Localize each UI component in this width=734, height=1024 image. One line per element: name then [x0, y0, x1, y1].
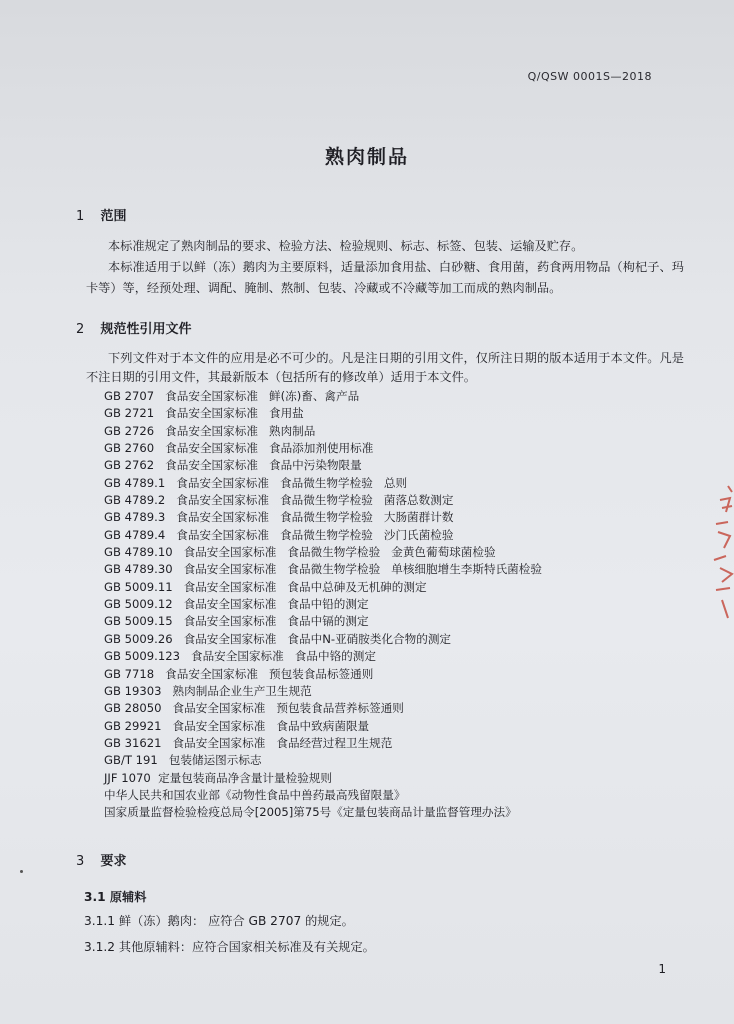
reference-item: GB 2760 食品安全国家标准 食品添加剂使用标准 [104, 441, 374, 456]
page-number: 1 [658, 962, 666, 976]
reference-item: GB 19303 熟肉制品企业生产卫生规范 [104, 683, 312, 698]
references-intro: 下列文件对于本文件的应用是必不可少的。凡是注日期的引用文件，仅所注日期的版本适用于本文件。凡是不注日期的引用文件，其最新版本（包括所有的修改单）适用于本文件。 [86, 351, 684, 384]
reference-item: GB 2721 食品安全国家标准 食用盐 [104, 406, 304, 421]
section-heading-scope [76, 205, 127, 224]
clause-3-1-1: 3.1.1 鲜（冻）鹅肉： 应符合 GB 2707 的规定。 [84, 914, 354, 928]
scope-paragraph-2: 本标准适用于以鲜（冻）鹅肉为主要原料，适量添加食用盐、白砂糖、食用菌，药食两用物品（枸杞子、玛卡等）等，经预处理、调配、腌制、熬制、包装、冷藏或不冷藏等加工而成的熟肉制品。 [86, 260, 684, 295]
seal-stamp-fragment [702, 478, 734, 628]
reference-item: GB/T 191 包装储运图示标志 [104, 753, 262, 768]
reference-item: GB 5009.11 食品安全国家标准 食品中总砷及无机砷的测定 [104, 579, 427, 594]
reference-item: GB 4789.2 食品安全国家标准 食品微生物学检验 菌落总数测定 [104, 493, 454, 508]
reference-item: GB 4789.10 食品安全国家标准 食品微生物学检验 金黄色葡萄球菌检验 [104, 545, 496, 560]
reference-item: 中华人民共和国农业部《动物性食品中兽药最高残留限量》 [104, 787, 406, 802]
section-number: 2 [76, 322, 85, 337]
reference-item: GB 2726 食品安全国家标准 熟肉制品 [104, 423, 316, 438]
document-title: 熟肉制品 [324, 146, 409, 168]
section-number: 1 [76, 209, 85, 224]
reference-item: GB 2707 食品安全国家标准 鲜(冻)畜、禽产品 [104, 389, 360, 403]
section-heading-references [76, 318, 192, 337]
reference-item: GB 29921 食品安全国家标准 食品中致病菌限量 [104, 718, 370, 733]
section-title: 范围 [100, 209, 127, 224]
reference-item: GB 28050 食品安全国家标准 预包装食品营养标签通则 [104, 701, 404, 716]
reference-item: GB 5009.12 食品安全国家标准 食品中铅的测定 [104, 597, 369, 612]
section-heading-requirements [76, 850, 127, 869]
section-title: 规范性引用文件 [100, 322, 192, 337]
reference-item: GB 5009.26 食品安全国家标准 食品中N-亚硝胺类化合物的测定 [104, 631, 452, 646]
reference-item: GB 5009.15 食品安全国家标准 食品中镉的测定 [104, 614, 369, 629]
standard-number: Q/QSW 0001S—2018 [527, 70, 652, 83]
section-number: 3 [76, 854, 85, 869]
reference-item: GB 5009.123 食品安全国家标准 食品中铬的测定 [104, 649, 376, 664]
reference-item: 国家质量监督检验检疫总局令[2005]第75号《定量包装商品计量监督管理办法》 [104, 805, 517, 820]
reference-list [104, 388, 542, 822]
reference-item: GB 4789.30 食品安全国家标准 食品微生物学检验 单核细胞增生李斯特氏菌检验 [104, 562, 542, 577]
reference-item: JJF 1070 定量包装商品净含量计量检验规则 [104, 770, 332, 785]
reference-item: GB 31621 食品安全国家标准 食品经营过程卫生规范 [104, 735, 393, 750]
reference-item: GB 2762 食品安全国家标准 食品中污染物限量 [104, 458, 362, 473]
scope-paragraph-1: 本标准规定了熟肉制品的要求、检验方法、检验规则、标志、标签、包装、运输及贮存。 [108, 239, 584, 253]
clause-3-1-2: 3.1.2 其他原辅料：应符合国家相关标准及有关规定。 [84, 940, 375, 954]
reference-item: GB 4789.4 食品安全国家标准 食品微生物学检验 沙门氏菌检验 [104, 527, 454, 542]
reference-item: GB 4789.1 食品安全国家标准 食品微生物学检验 总则 [104, 475, 408, 490]
subsection-raw-materials: 3.1 原辅料 [84, 890, 147, 904]
section-title: 要求 [100, 854, 127, 869]
scan-speck [20, 870, 23, 873]
reference-item: GB 4789.3 食品安全国家标准 食品微生物学检验 大肠菌群计数 [104, 510, 454, 525]
reference-item: GB 7718 食品安全国家标准 预包装食品标签通则 [104, 666, 374, 681]
